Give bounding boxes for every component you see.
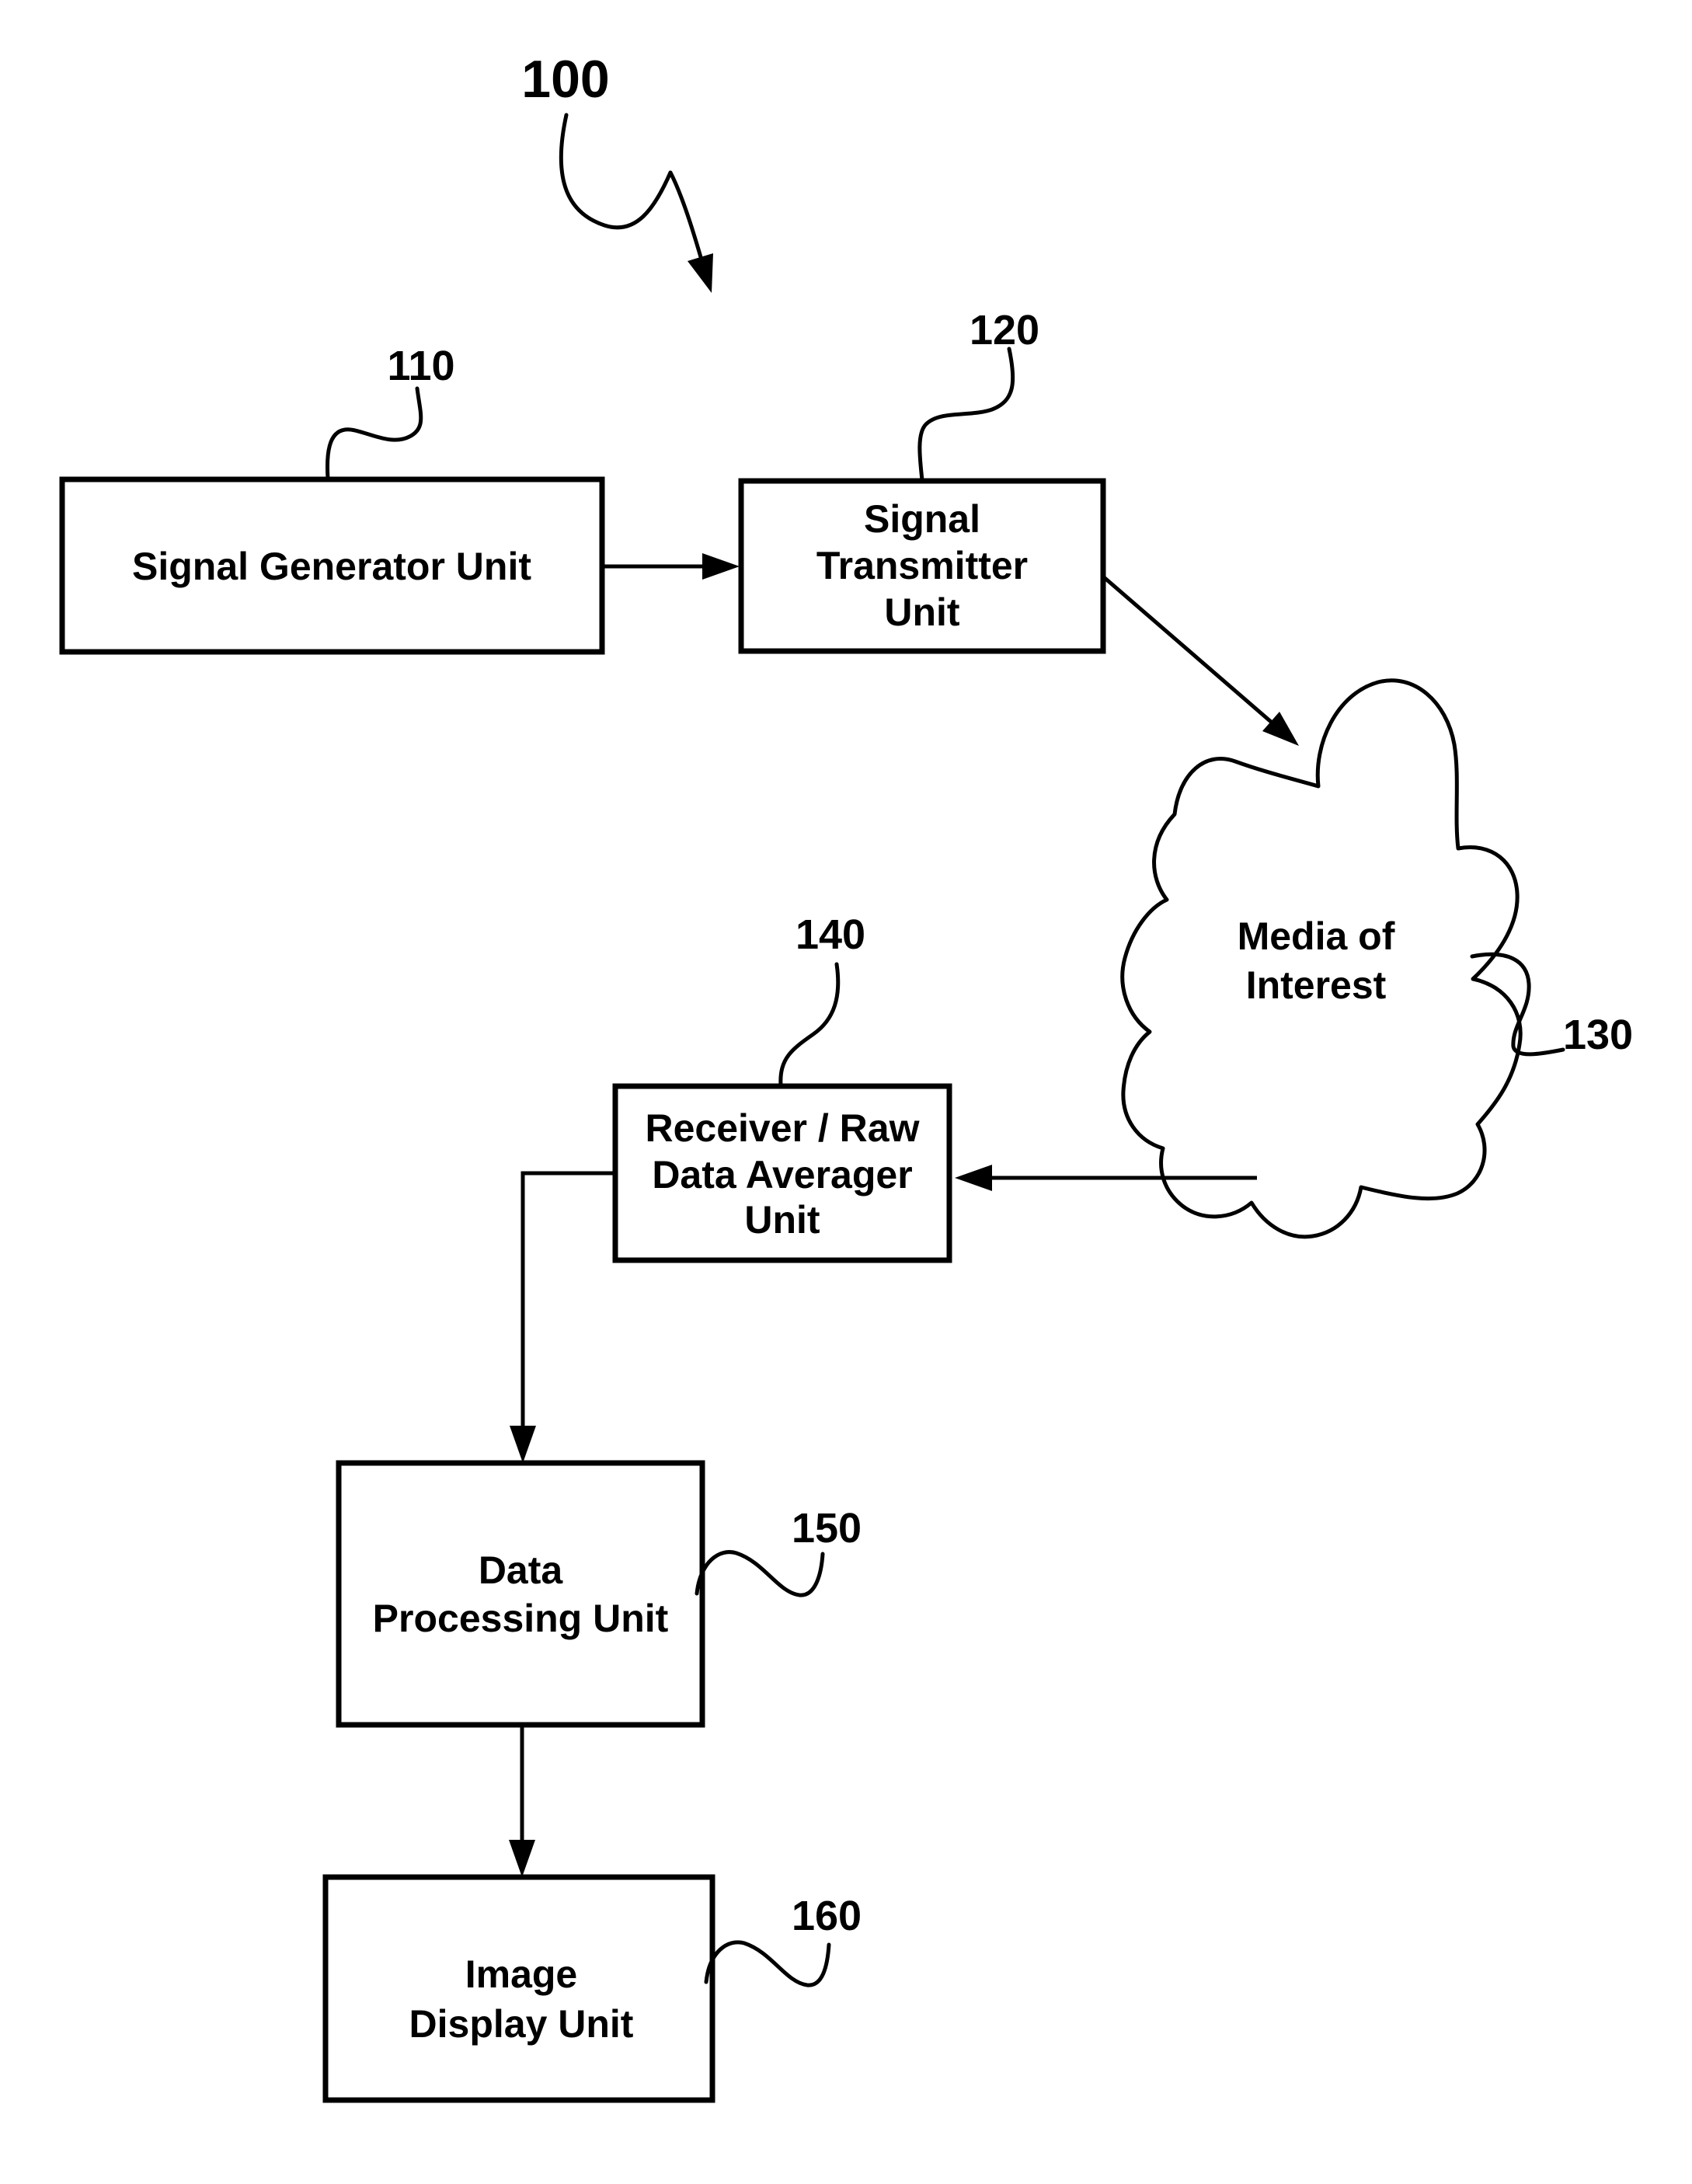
media-of-interest-label-line2: Interest [1245, 963, 1387, 1007]
data-processing-box [339, 1463, 702, 1725]
ref-110-label: 110 [387, 343, 455, 389]
ref-110-leader-line [327, 388, 420, 479]
ref-150-label: 150 [791, 1505, 862, 1552]
ref-140-label: 140 [795, 911, 866, 958]
connector-processing-to-display-head [509, 1840, 535, 1877]
ref-160-label: 160 [791, 1893, 862, 1939]
signal-transmitter-label-line3: Unit [884, 590, 960, 634]
data-processing-label-line1: Data [478, 1548, 563, 1592]
connector-receiver-to-processing-line [523, 1173, 615, 1431]
arrow-generator-to-transmitter-head [702, 553, 740, 580]
ref-150-leader-line [697, 1552, 823, 1596]
signal-transmitter-label-line1: Signal [863, 497, 981, 541]
receiver-label-line3: Unit [744, 1198, 820, 1242]
figure-ref-label-100: 100 [521, 50, 610, 109]
media-of-interest-cloud [1123, 681, 1520, 1237]
signal-generator-label: Signal Generator Unit [132, 545, 531, 588]
image-display-label-line2: Display Unit [409, 2002, 634, 2046]
image-display-label-line1: Image [465, 1952, 578, 1996]
media-of-interest-label-line1: Media of [1237, 914, 1395, 958]
signal-transmitter-label-line2: Transmitter [816, 544, 1029, 587]
ref-120-label: 120 [969, 307, 1040, 354]
connector-receiver-to-processing-head [510, 1426, 536, 1463]
receiver-label-line1: Receiver / Raw [645, 1106, 920, 1150]
ref-130-label: 130 [1562, 1012, 1634, 1058]
ref-140-leader-line [781, 964, 838, 1085]
figure-ref-leader-line [561, 115, 705, 270]
ref-160-leader-line [706, 1942, 829, 1985]
data-processing-label-line2: Processing Unit [372, 1597, 669, 1640]
arrow-media-to-receiver-head [955, 1165, 992, 1191]
receiver-label-line2: Data Averager [652, 1153, 913, 1196]
arrow-transmitter-to-media-line [1104, 577, 1276, 726]
figure-ref-arrowhead [688, 253, 713, 293]
ref-120-leader-line [920, 349, 1013, 480]
